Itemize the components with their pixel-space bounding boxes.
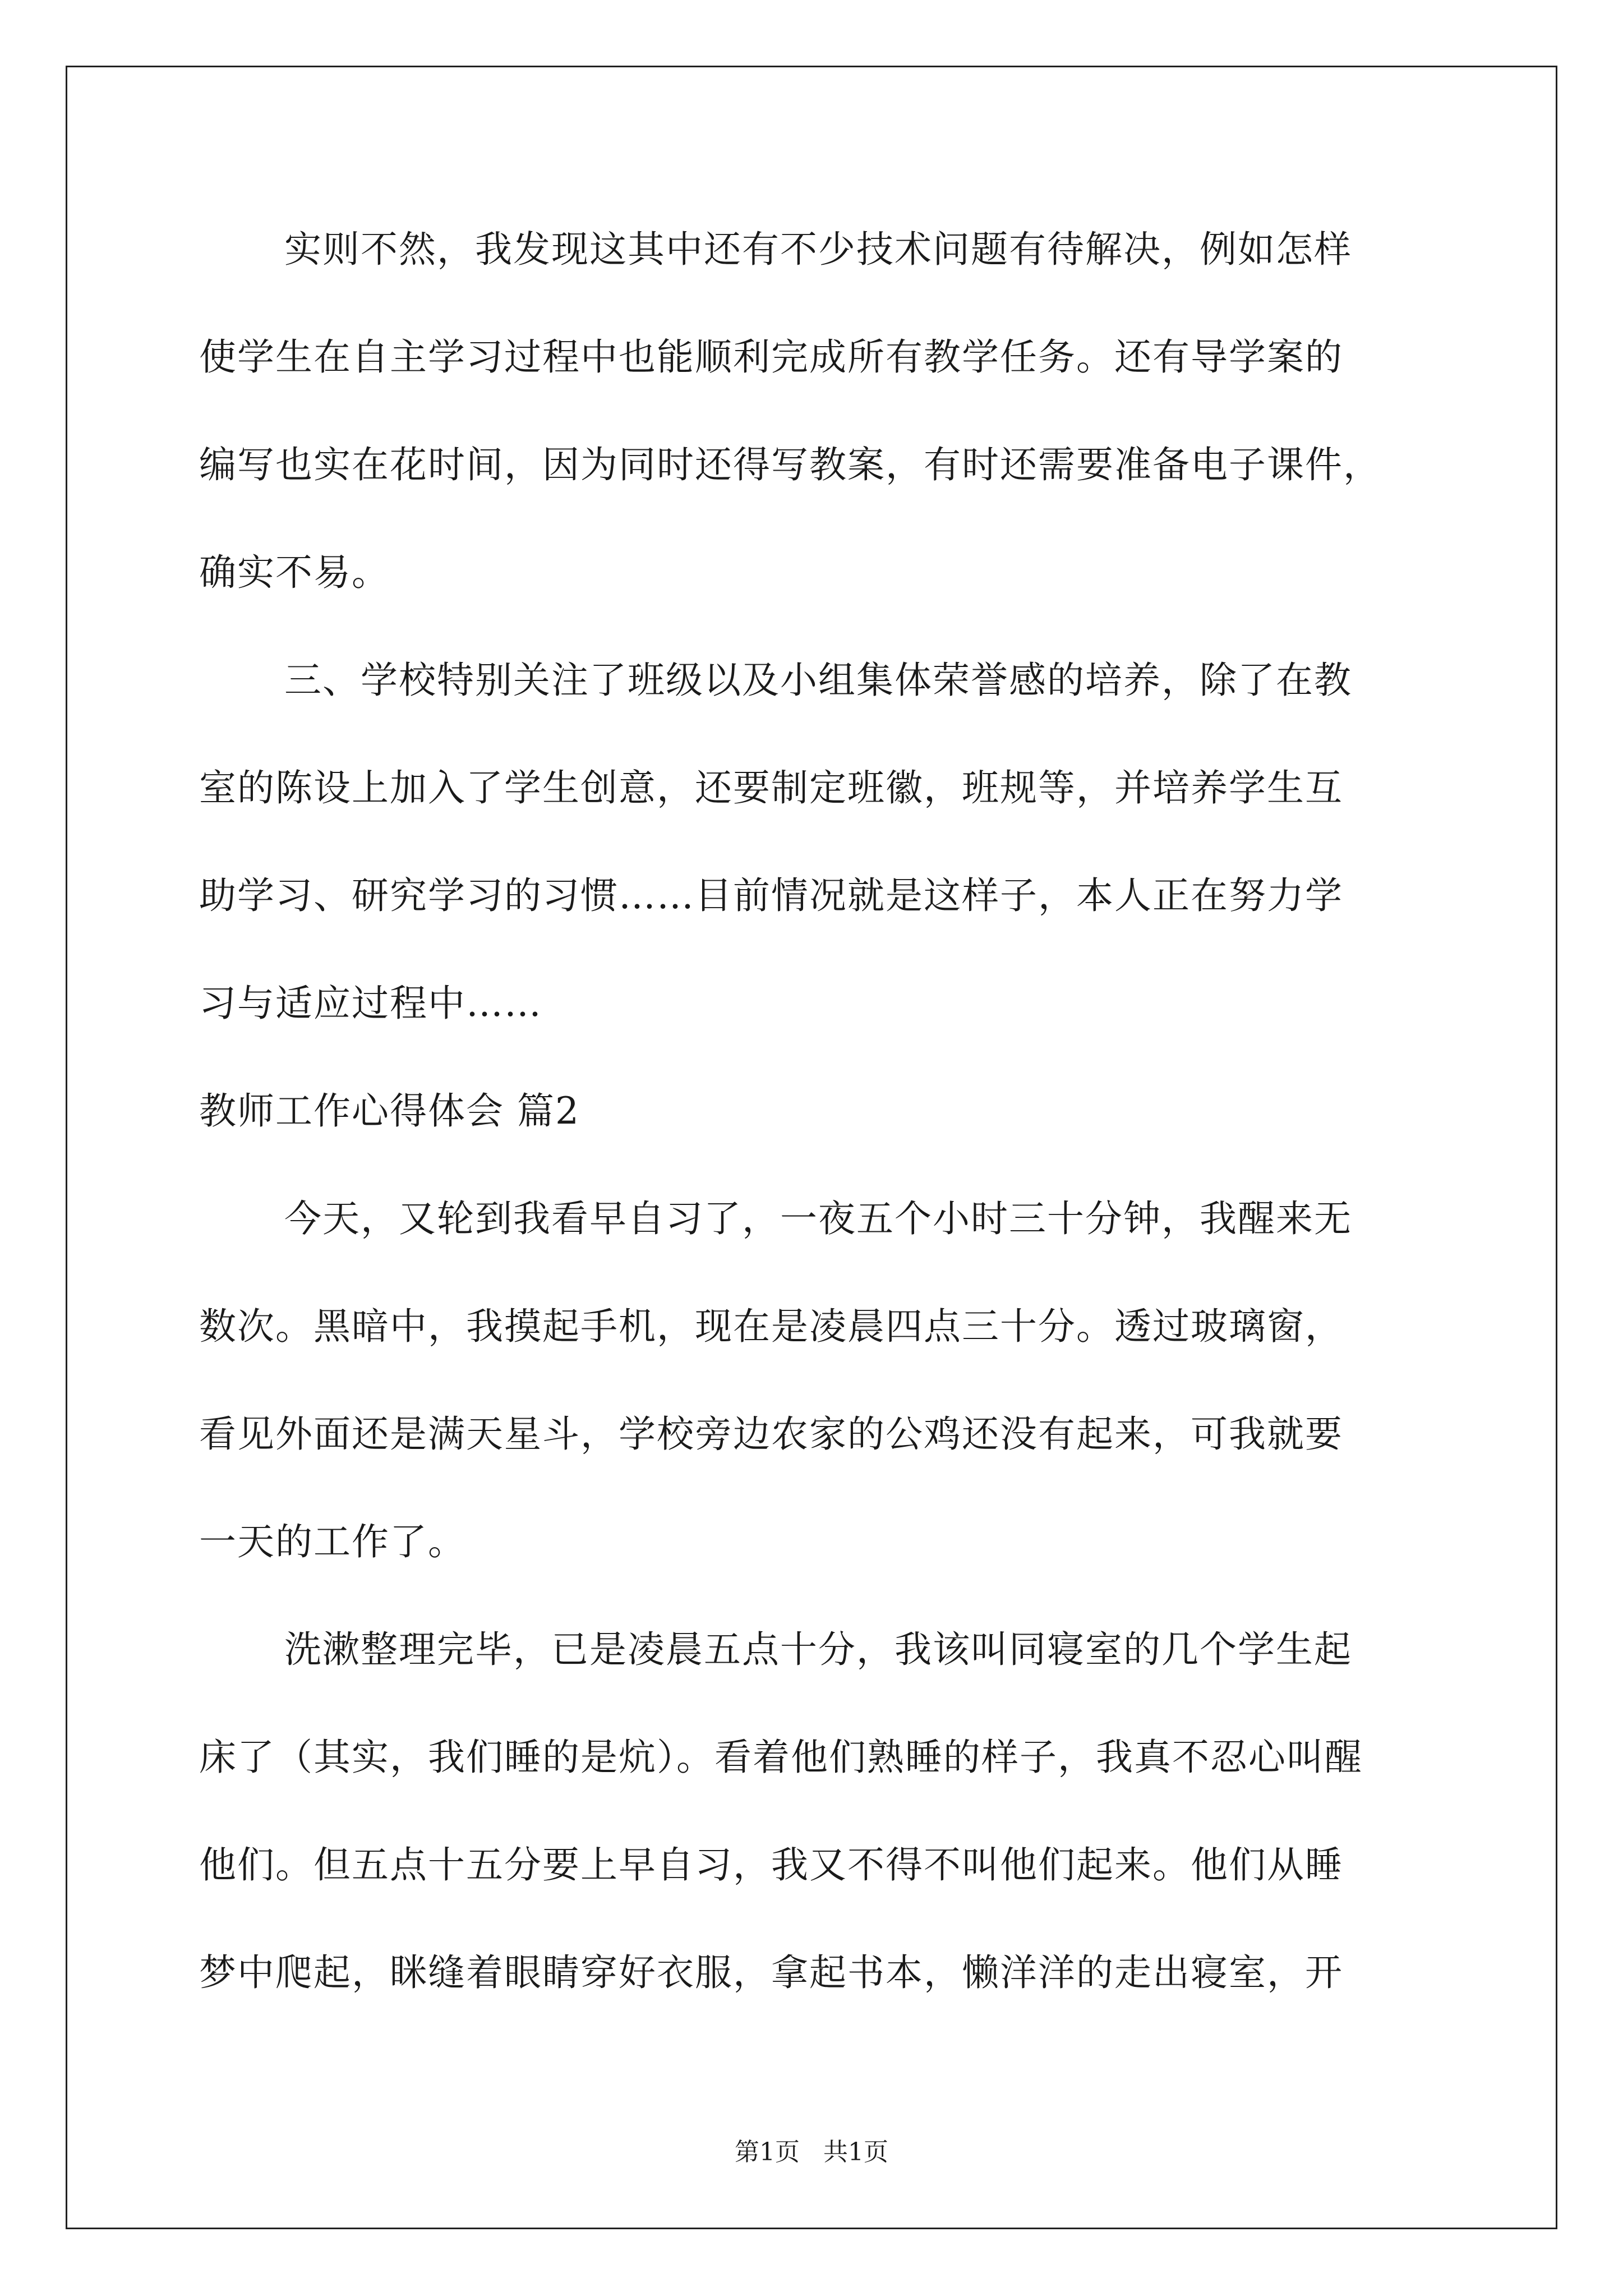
paragraph-line: 室的陈设上加入了学生创意，还要制定班徽，班规等，并培养学生互 <box>199 766 1343 809</box>
paragraph-line: 梦中爬起，眯缝着眼睛穿好衣服，拿起书本，懒洋洋的走出寝室，开 <box>199 1951 1343 1994</box>
paragraph-line: 编写也实在花时间，因为同时还得写教案，有时还需要准备电子课件， <box>199 443 1381 486</box>
paragraph-line: 使学生在自主学习过程中也能顺利完成所有教学任务。还有导学案的 <box>199 335 1343 379</box>
paragraph-line: 实则不然，我发现这其中还有不少技术问题有待解决，例如怎样 <box>284 228 1352 271</box>
paragraph-line: 助学习、研究学习的习惯……目前情况就是这样子，本人正在努力学 <box>199 874 1343 917</box>
paragraph-line: 习与适应过程中…… <box>199 982 542 1025</box>
section-heading: 教师工作心得体会 篇2 <box>199 1089 580 1133</box>
paragraph-line: 确实不易。 <box>199 551 390 594</box>
document-body <box>199 216 1433 2047</box>
paragraph-line: 看见外面还是满天星斗，学校旁边农家的公鸡还没有起来，可我就要 <box>199 1412 1343 1456</box>
paragraph-line: 三、学校特别关注了班级以及小组集体荣誉感的培养，除了在教 <box>284 659 1352 702</box>
paragraph-line: 他们。但五点十五分要上早自习，我又不得不叫他们起来。他们从睡 <box>199 1843 1343 1887</box>
paragraph-line: 数次。黑暗中，我摸起手机，现在是凌晨四点三十分。透过玻璃窗， <box>199 1305 1343 1348</box>
paragraph-line: 洗漱整理完毕，已是凌晨五点十分，我该叫同寝室的几个学生起 <box>284 1628 1352 1671</box>
paragraph-line: 床了（其实，我们睡的是炕）。看着他们熟睡的样子，我真不忍心叫醒 <box>199 1736 1363 1779</box>
page-footer: 第1页 共1页 <box>735 2138 888 2166</box>
paragraph-line: 一天的工作了。 <box>199 1520 466 1563</box>
paragraph-line: 今天，又轮到我看早自习了，一夜五个小时三十分钟，我醒来无 <box>284 1197 1352 1240</box>
